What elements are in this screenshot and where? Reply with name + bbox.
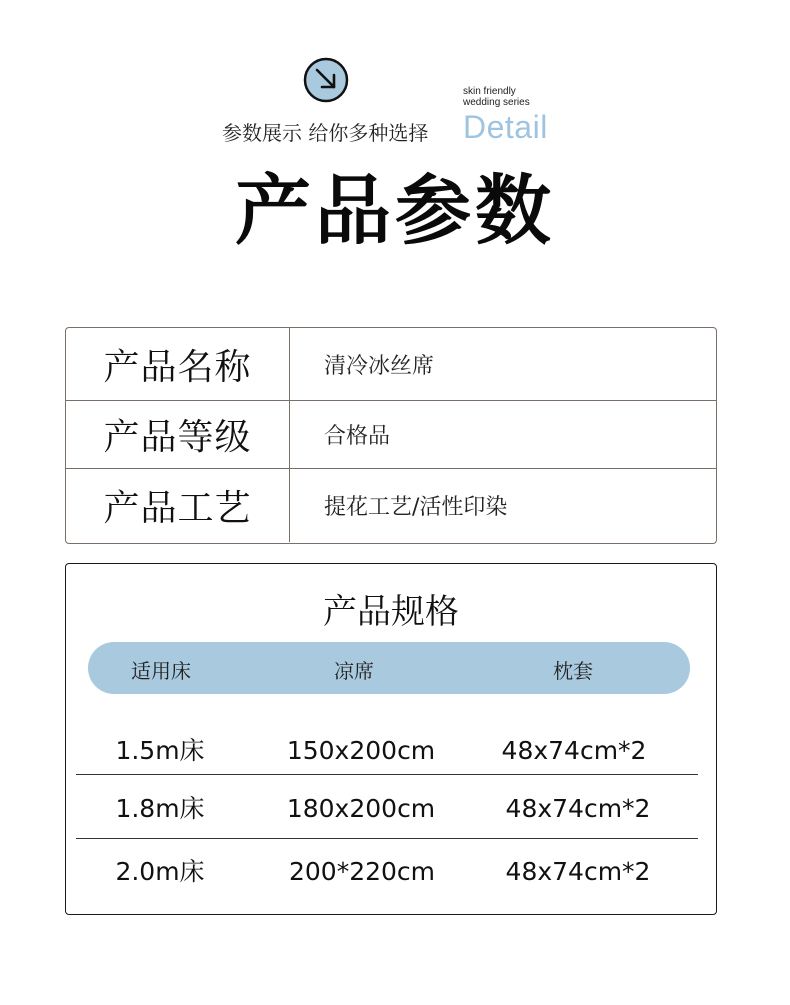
param-key: 产品名称 [66, 328, 290, 400]
tagline [463, 86, 530, 108]
param-key: 产品工艺 [66, 469, 290, 542]
cell-pillowcase-size: 48x74cm*2 [505, 794, 651, 823]
column-header-mat: 凉席 [334, 659, 374, 683]
param-value: 提花工艺/活性印染 [324, 495, 508, 520]
tagline-line-1: skin friendly [463, 86, 516, 97]
arrow-down-right-circle-icon [303, 57, 349, 103]
param-key: 产品等级 [66, 401, 290, 468]
subtitle: 参数展示 给你多种选择 [222, 121, 429, 145]
page-title: 产品参数 [235, 166, 555, 255]
spec-header [88, 642, 690, 694]
cell-pillowcase-size: 48x74cm*2 [501, 736, 647, 765]
column-header-bed: 适用床 [131, 659, 191, 683]
param-value: 清冷冰丝席 [324, 353, 435, 379]
parameter-table [65, 327, 717, 544]
cell-mat-size: 200*220cm [288, 857, 436, 886]
param-value: 合格品 [324, 424, 391, 449]
param-row-craft [66, 468, 716, 542]
spec-title: 产品规格 [323, 592, 459, 632]
header [0, 0, 790, 260]
column-header-pillowcase: 枕套 [553, 659, 593, 683]
cell-mat-size: 150x200cm [286, 736, 436, 765]
tagline-line-2: wedding series [463, 97, 530, 108]
cell-pillowcase-size: 48x74cm*2 [505, 857, 651, 886]
cell-bed-size: 1.5m床 [115, 736, 205, 765]
spec-table [65, 563, 717, 915]
table-row [66, 731, 716, 771]
cell-bed-size: 2.0m床 [115, 857, 205, 886]
param-row-grade [66, 400, 716, 468]
table-row [66, 852, 716, 892]
detail-word: Detail [463, 109, 548, 145]
param-row-name [66, 328, 716, 400]
cell-bed-size: 1.8m床 [115, 794, 205, 823]
cell-mat-size: 180x200cm [286, 794, 436, 823]
row-divider [76, 774, 698, 775]
row-divider [76, 838, 698, 839]
table-row [66, 789, 716, 829]
